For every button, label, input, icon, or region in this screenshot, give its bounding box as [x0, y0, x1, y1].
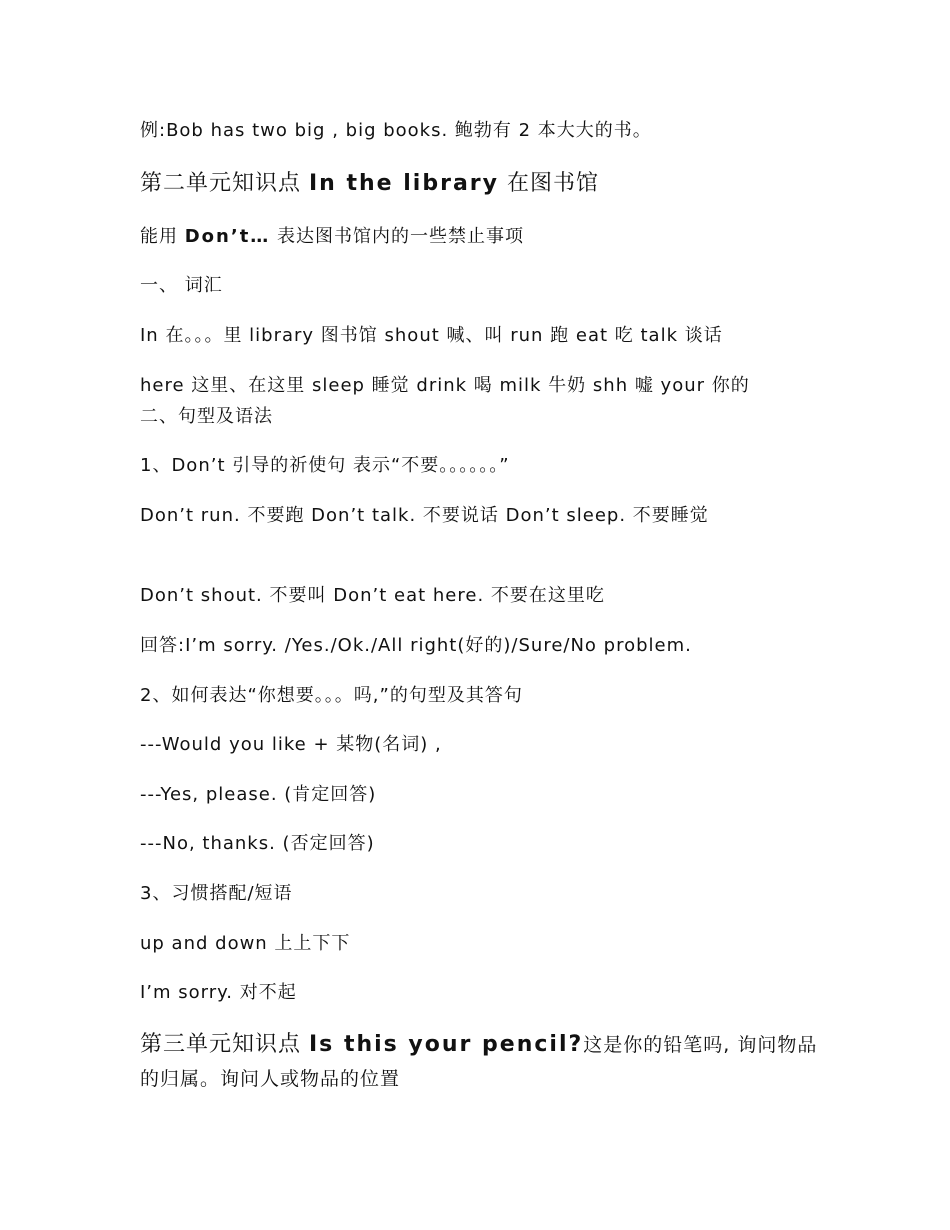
dont-prefix: 能用 — [140, 226, 185, 247]
point-2: 2、如何表达“你想要。。。吗,”的句型及其答句 — [140, 685, 523, 706]
point-2-no: ---No, thanks. (否定回答) — [140, 833, 375, 854]
unit3-heading — [140, 1028, 820, 1096]
unit2-prefix: 第二单元知识点 — [140, 171, 309, 196]
point-2-yes: ---Yes, please. (肯定回答) — [140, 784, 377, 805]
dont-suffix: 表达图书馆内的一些禁止事项 — [270, 226, 525, 247]
point-1: 1、Don’t 引导的祈使句 表示“不要。。。。。。” — [140, 455, 510, 476]
phrase-1: up and down 上上下下 — [140, 933, 351, 954]
unit3-title-en: Is this your pencil? — [309, 1032, 584, 1057]
unit2-heading — [140, 166, 820, 202]
unit3-title-zh: 这是你的铅笔吗, 询问物品的归属。询问人或物品的位置 — [140, 1034, 818, 1090]
unit3-prefix: 第三单元知识点 — [140, 1032, 309, 1057]
dont-usage-line — [140, 221, 820, 252]
vocab-line-2: here 这里、在这里 sleep 睡觉 drink 喝 milk 牛奶 shh 嘘 your 你的 — [140, 375, 750, 396]
point-1-answer: 回答:I’m sorry. /Yes./Ok./All right(好的)/Sure/No problem. — [140, 635, 692, 656]
unit2-title-en: In the library — [309, 171, 499, 196]
point-1-examples-2: Don’t shout. 不要叫 Don’t eat here. 不要在这里吃 — [140, 585, 605, 606]
dont-bold: Don’t… — [184, 226, 271, 247]
vocab-heading: 一、 词汇 — [140, 275, 223, 296]
example-sentence: 例:Bob has two big , big books. 鲍勃有 2 本大大的书。 — [140, 120, 652, 141]
point-1-examples-1: Don’t run. 不要跑 Don’t talk. 不要说话 Don’t sleep. 不要睡觉 — [140, 505, 709, 526]
grammar-heading: 二、句型及语法 — [140, 406, 273, 427]
vocab-line-1: In 在。。。里 library 图书馆 shout 喊、叫 run 跑 eat 吃 talk 谈话 — [140, 325, 723, 346]
point-2-question: ---Would you like + 某物(名词) , — [140, 734, 442, 755]
phrase-2: I’m sorry. 对不起 — [140, 982, 297, 1003]
unit2-title-zh: 在图书馆 — [498, 171, 599, 196]
point-3: 3、习惯搭配/短语 — [140, 883, 293, 904]
